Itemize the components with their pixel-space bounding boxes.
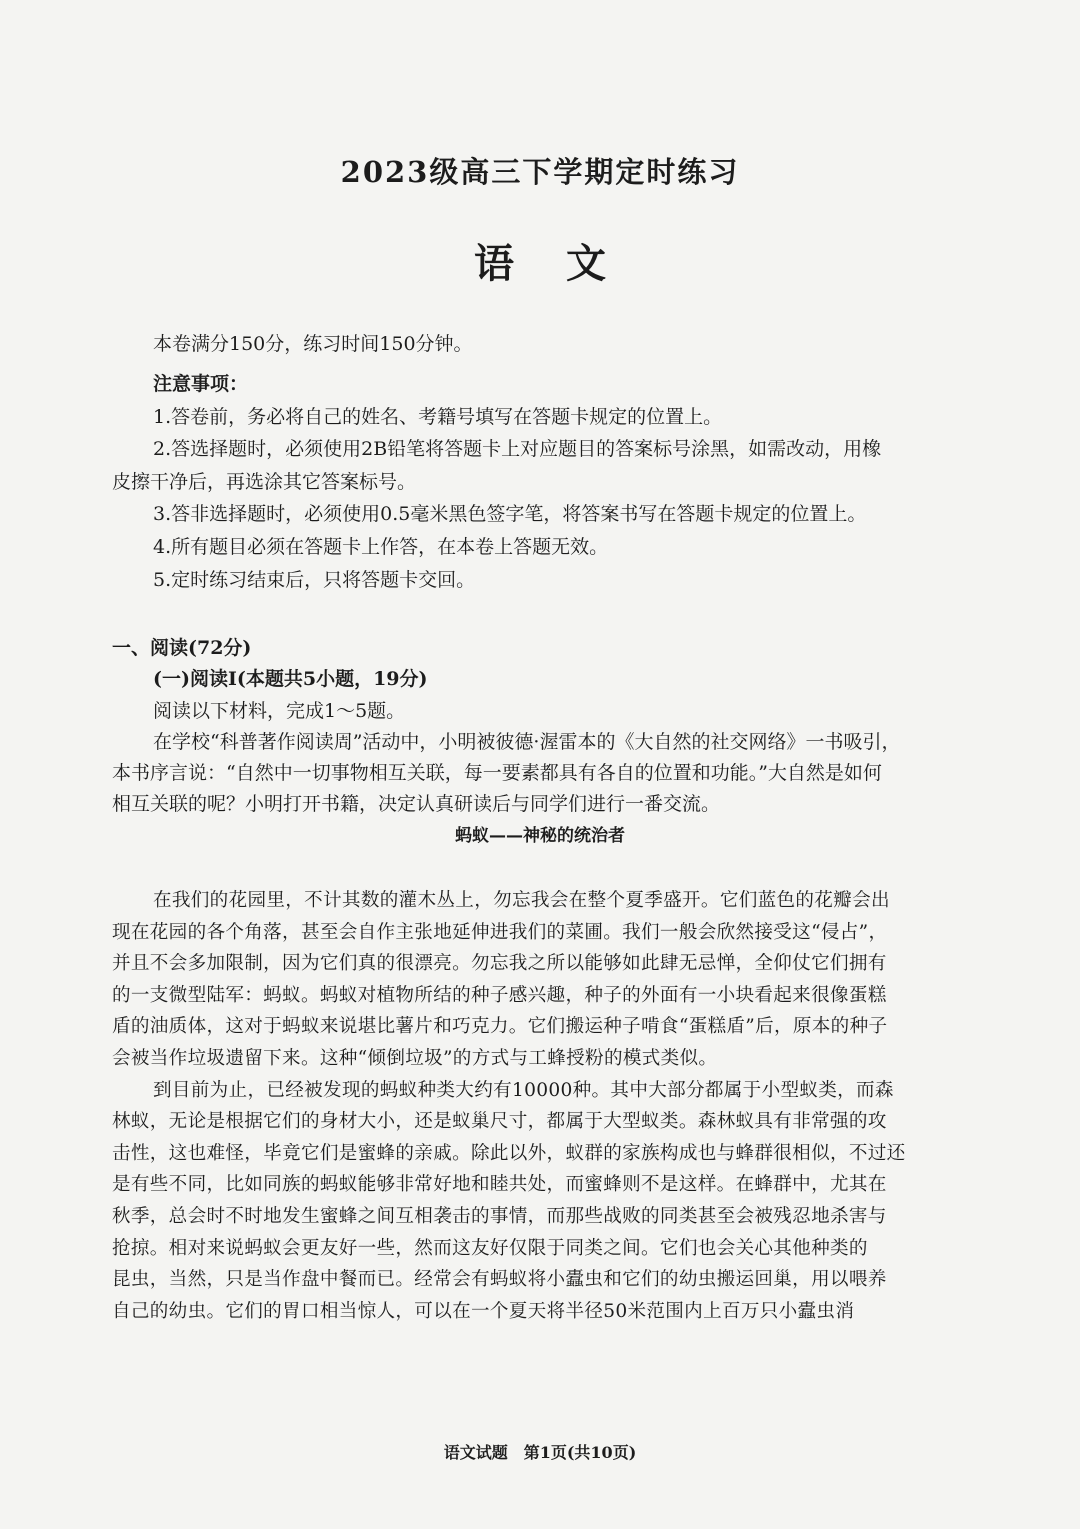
passage-body xyxy=(112,885,968,1327)
passage-line: 昆虫，当然，只是当作盘中餐而已。经常会有蚂蚁将小蠹虫和它们的幼虫搬运回巢，用以喂养 xyxy=(112,1269,887,1291)
context-line: 本书序言说：“自然中一切事物相互关联，每一要素都具有各自的位置和功能。”大自然是如何 xyxy=(112,762,882,785)
section-subheading: (一)阅读Ⅰ(本题共5小题，19分) xyxy=(153,668,428,691)
passage-title: 蚂蚁——神秘的统治者 xyxy=(455,825,625,846)
passage-line: 抢掠。相对来说蚂蚁会更友好一些，然而这友好仅限于同类之间。它们也会关心其他种类的 xyxy=(112,1237,868,1259)
passage-line: 会被当作垃圾遗留下来。这种“倾倒垃圾”的方式与工蜂授粉的模式类似。 xyxy=(112,1047,718,1069)
page-footer: 语文试题 第1页(共10页) xyxy=(443,1443,637,1462)
passage-line: 击性，这也难怪，毕竟它们是蜜蜂的亲戚。除此以外，蚁群的家族构成也与蜂群很相似，不过还 xyxy=(112,1142,906,1164)
notice-heading: 注意事项： xyxy=(153,373,249,395)
notice-item: 皮擦干净后，再选涂其它答案标号。 xyxy=(112,470,417,493)
passage-line: 到目前为止，已经被发现的蚂蚁种类大约有10000种。其中大部分都属于小型蚁类，而森 xyxy=(153,1079,894,1101)
passage-line: 的一支微型陆军：蚂蚁。蚂蚁对植物所结的种子感兴趣，种子的外面有一小块看起来很像蛋糕 xyxy=(112,984,887,1006)
context-line: 在学校“科普著作阅读周”活动中，小明被彼德·渥雷本的《大自然的社交网络》一书吸引， xyxy=(153,730,901,753)
section-heading: 一、阅读(72分) xyxy=(112,637,252,659)
subject-title: 语文 xyxy=(474,240,658,287)
passage-line: 并且不会多加限制，因为它们真的很漂亮。勿忘我之所以能够如此肆无忌惮，全仰仗它们拥有 xyxy=(112,953,887,975)
passage-line: 自己的幼虫。它们的胃口相当惊人，可以在一个夏天将半径50米范围内上百万只小蠹虫消 xyxy=(112,1300,855,1322)
passage-line: 在我们的花园里，不计其数的灌木丛上，勿忘我会在整个夏季盛开。它们蓝色的花瓣会出 xyxy=(153,890,890,911)
passage-line: 现在花园的各个角落，甚至会自作主张地延伸进我们的菜圃。我们一般会欣然接受这“侵占”， xyxy=(112,921,888,943)
passage-line: 林蚁，无论是根据它们的身材大小，还是蚁巢尺寸，都属于大型蚁类。森林蚁具有非常强的攻 xyxy=(112,1111,887,1133)
notice-item: 2.答选择题时，必须使用2B铅笔将答题卡上对应题目的答案标号涂黑，如需改动，用橡 xyxy=(153,438,882,461)
context-line: 相互关联的呢？小明打开书籍，决定认真研读后与同学们进行一番交流。 xyxy=(112,793,721,816)
section-instruction: 阅读以下材料，完成1～5题。 xyxy=(153,699,406,722)
passage-line: 秋季，总会时不时地发生蜜蜂之间互相袭击的事情，而那些战败的同类甚至会被残忍地杀害与 xyxy=(112,1205,887,1227)
notice-item: 5.定时练习结束后，只将答题卡交回。 xyxy=(153,568,476,591)
notice-item: 3.答非选择题时，必须使用0.5毫米黑色签字笔，将答案书写在答题卡规定的位置上。 xyxy=(153,503,867,526)
exam-title: 2023级高三下学期定时练习 xyxy=(340,155,740,189)
notice-block xyxy=(112,368,968,596)
reading-section xyxy=(112,633,968,852)
notice-item: 4.所有题目必须在答题卡上作答，在本卷上答题无效。 xyxy=(153,535,609,558)
score-line: 本卷满分150分，练习时间150分钟。 xyxy=(153,333,473,355)
notice-item: 1.答卷前，务必将自己的姓名、考籍号填写在答题卡规定的位置上。 xyxy=(153,405,723,428)
passage-line: 盾的油质体，这对于蚂蚁来说堪比薯片和巧克力。它们搬运种子啃食“蛋糕盾”后，原本的种子 xyxy=(112,1016,888,1038)
passage-line: 是有些不同，比如同族的蚂蚁能够非常好地和睦共处，而蜜蜂则不是这样。在蜂群中，尤其在 xyxy=(112,1174,887,1196)
